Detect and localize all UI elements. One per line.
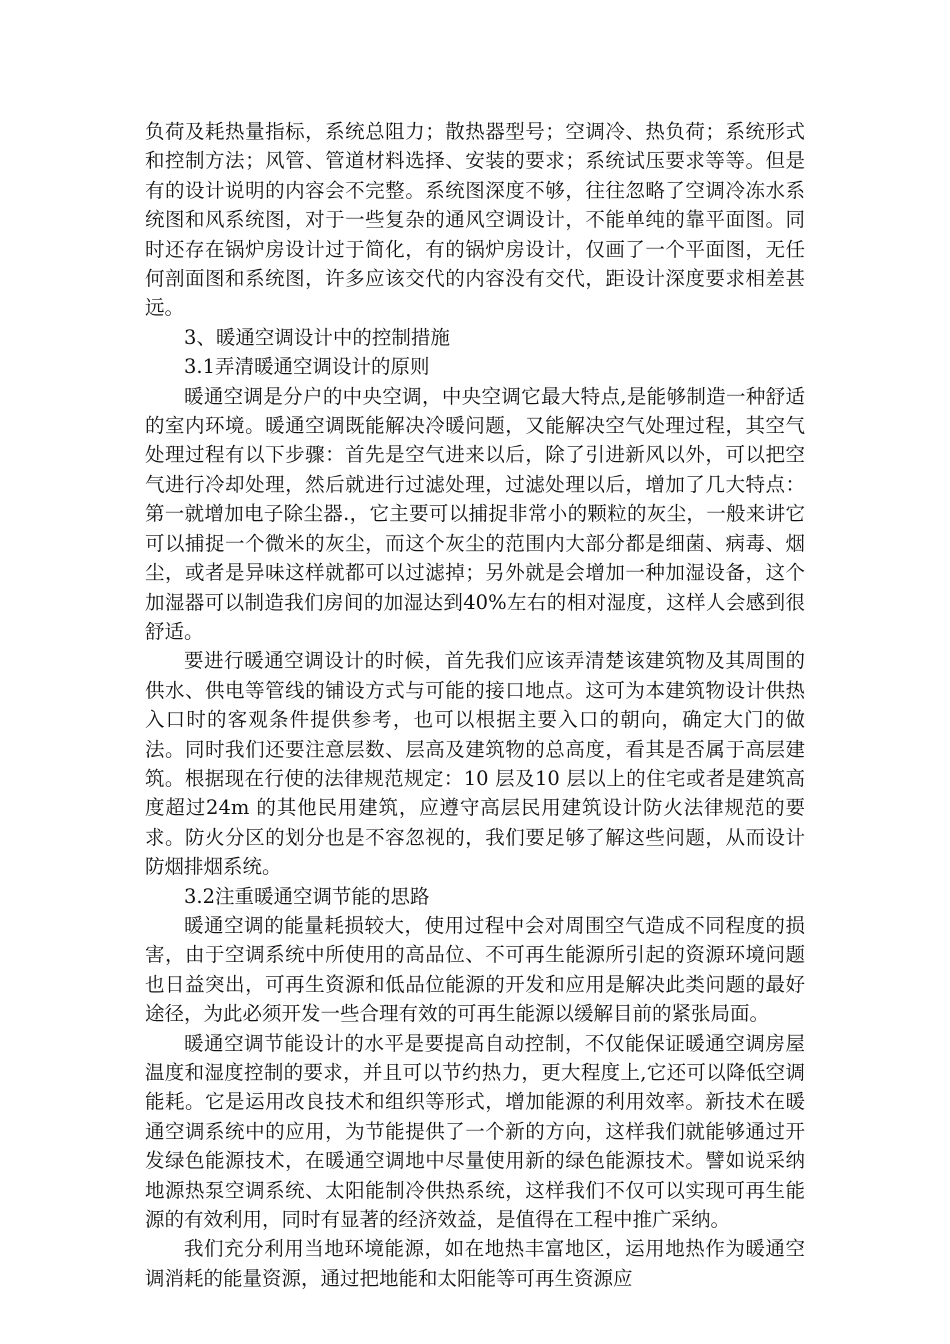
paragraph-hvac-principle: 暖通空调是分户的中央空调，中央空调它最大特点,是能够制造一种舒适的室内环境。暖通空调既能解决冷暖问题，又能解决空气处理过程，其空气处理过程有以下步骤：首先是空气进来以后，除了引进新风以外，可以把空气进行冷却处理，然后就进行过滤处理，过滤处理以后，增加了几大特点：第一就增加电子除尘器.，它主要可以捕捉非常小的颗粒的灰尘，一般来讲它可以捕捉一个微米的灰尘，而这个灰尘的范围内大部分都是细菌、病毒、烟尘，或者是异味这样就都可以过滤掉；另外就是会增加一种加湿设备，这个加湿器可以制造我们房间的加湿达到40%左右的相对湿度，这样人会感到很舒适。 — [145, 384, 805, 643]
paragraph-local-energy: 我们充分利用当地环境能源，如在地热丰富地区，运用地热作为暖通空调消耗的能量资源，通过把地能和太阳能等可再生资源应 — [145, 1237, 805, 1290]
subsection-heading-3-2: 3.2注重暖通空调节能的思路 — [184, 884, 430, 908]
subsection-heading-3-1: 3.1弄清暖通空调设计的原则 — [184, 355, 430, 379]
document-page — [145, 117, 805, 1293]
paragraph-design-description-continued: 负荷及耗热量指标，系统总阻力；散热器型号；空调冷、热负荷；系统形式和控制方法；风管、管道材料选择、安装的要求；系统试压要求等等。但是有的设计说明的内容会不完整。系统图深度不够，往往忽略了空调冷冻水系统图和风系统图，对于一些复杂的通风空调设计，不能单纯的靠平面图。同时还存在锅炉房设计过于简化，有的锅炉房设计，仅画了一个平面图，无任何剖面图和系统图，许多应该交代的内容没有交代，距设计深度要求相差甚远。 — [145, 120, 805, 320]
section-heading-3: 3、暖通空调设计中的控制措施 — [184, 325, 450, 349]
paragraph-energy-loss: 暖通空调的能量耗损较大，使用过程中会对周围空气造成不同程度的损害，由于空调系统中所使用的高品位、不可再生能源所引起的资源环境问题也日益突出，可再生资源和低品位能源的开发和应用是解决此类问题的最好途径，为此必须开发一些合理有效的可再生能源以缓解目前的紧张局面。 — [145, 913, 805, 1026]
paragraph-building-survey: 要进行暖通空调设计的时候，首先我们应该弄清楚该建筑物及其周围的供水、供电等管线的铺设方式与可能的接口地点。这可为本建筑物设计供热入口时的客观条件提供参考，也可以根据主要入口的朝向，确定大门的做法。同时我们还要注意层数、层高及建筑物的总高度，看其是否属于高层建筑。根据现在行使的法律规范规定：10 层及10 层以上的住宅或者是建筑高度超过24m 的其他民用建筑，应遵守高层民用建筑设计防火法律规范的要求。防火分区的划分也是不容忽视的，我们要足够了解这些问题，从而设计防烟排烟系统。 — [145, 649, 805, 879]
paragraph-energy-saving-design: 暖通空调节能设计的水平是要提高自动控制，不仅能保证暖通空调房屋温度和湿度控制的要求，并且可以节约热力，更大程度上,它还可以降低空调能耗。它是运用改良技术和组织等形式，增加能源的利用效率。新技术在暖通空调系统中的应用，为节能提供了一个新的方向，这样我们就能够通过开发绿色能源技术，在暖通空调地中尽量使用新的绿色能源技术。譬如说采纳地源热泵空调系统、太阳能制冷供热系统，这样我们不仅可以实现可再生能源的有效利用，同时有显著的经济效益，是值得在工程中推广采纳。 — [145, 1031, 805, 1232]
